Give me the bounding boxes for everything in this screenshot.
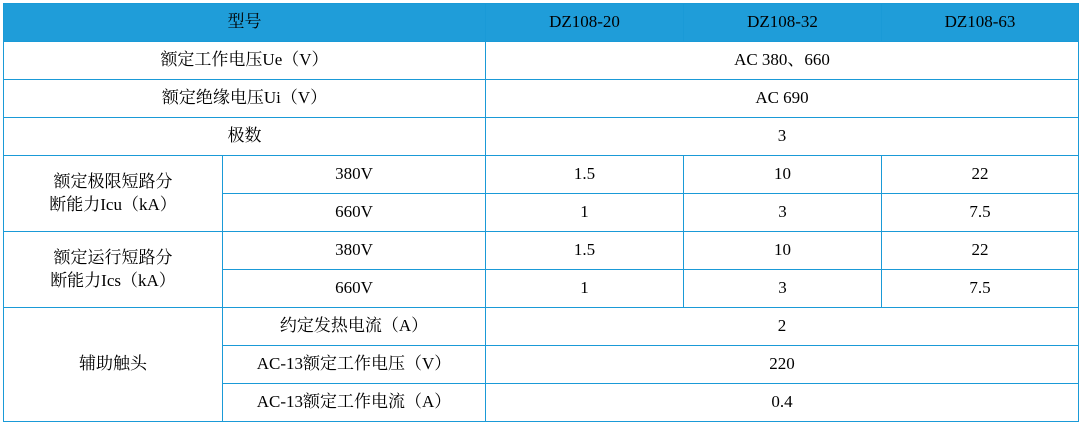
table-row	[4, 118, 1079, 156]
spec-table-page	[0, 3, 1081, 418]
cell-ics-660v-dz108-32: 3	[684, 270, 882, 308]
table-header-row	[4, 4, 1079, 42]
column-header-dz108-32: DZ108-32	[684, 4, 882, 42]
column-header-dz108-63: DZ108-63	[882, 4, 1079, 42]
row-label-rated-insulation-voltage: 额定绝缘电压Ui（V）	[4, 80, 486, 118]
row-label-icu	[4, 156, 223, 232]
cell-ics-380v-dz108-20: 1.5	[486, 232, 684, 270]
sub-label-conventional-thermal-current: 约定发热电流（A）	[223, 308, 486, 346]
column-header-dz108-20: DZ108-20	[486, 4, 684, 42]
column-header-model: 型号	[4, 4, 486, 42]
specification-table	[3, 3, 1079, 422]
row-label-rated-working-voltage: 额定工作电压Ue（V）	[4, 42, 486, 80]
table-row	[4, 156, 1079, 194]
cell-conventional-thermal-current-value: 2	[486, 308, 1079, 346]
sub-label-ics-380v: 380V	[223, 232, 486, 270]
sub-label-icu-660v: 660V	[223, 194, 486, 232]
cell-icu-380v-dz108-32: 10	[684, 156, 882, 194]
row-label-icu-line1: 额定极限短路分	[53, 171, 173, 191]
table-row	[4, 42, 1079, 80]
cell-ics-380v-dz108-63: 22	[882, 232, 1079, 270]
row-label-poles: 极数	[4, 118, 486, 156]
cell-ac13-working-voltage-value: 220	[486, 346, 1079, 384]
sub-label-ics-660v: 660V	[223, 270, 486, 308]
table-row	[4, 308, 1079, 346]
row-label-ics-line1: 额定运行短路分	[53, 247, 173, 267]
cell-ac13-working-current-value: 0.4	[486, 384, 1079, 422]
cell-ics-380v-dz108-32: 10	[684, 232, 882, 270]
sub-label-icu-380v: 380V	[223, 156, 486, 194]
cell-icu-660v-dz108-63: 7.5	[882, 194, 1079, 232]
table-row	[4, 80, 1079, 118]
cell-ics-660v-dz108-63: 7.5	[882, 270, 1079, 308]
cell-icu-380v-dz108-20: 1.5	[486, 156, 684, 194]
cell-icu-660v-dz108-32: 3	[684, 194, 882, 232]
row-label-auxiliary-contacts: 辅助触头	[4, 308, 223, 422]
row-label-icu-line2: 断能力Icu（kA）	[49, 194, 177, 214]
row-value-rated-insulation-voltage: AC 690	[486, 80, 1079, 118]
row-label-ics	[4, 232, 223, 308]
sub-label-ac13-working-voltage: AC-13额定工作电压（V）	[223, 346, 486, 384]
sub-label-ac13-working-current: AC-13额定工作电流（A）	[223, 384, 486, 422]
cell-icu-380v-dz108-63: 22	[882, 156, 1079, 194]
cell-icu-660v-dz108-20: 1	[486, 194, 684, 232]
table-row	[4, 232, 1079, 270]
row-value-poles: 3	[486, 118, 1079, 156]
row-value-rated-working-voltage: AC 380、660	[486, 42, 1079, 80]
cell-ics-660v-dz108-20: 1	[486, 270, 684, 308]
row-label-ics-line2: 断能力Ics（kA）	[50, 270, 176, 290]
